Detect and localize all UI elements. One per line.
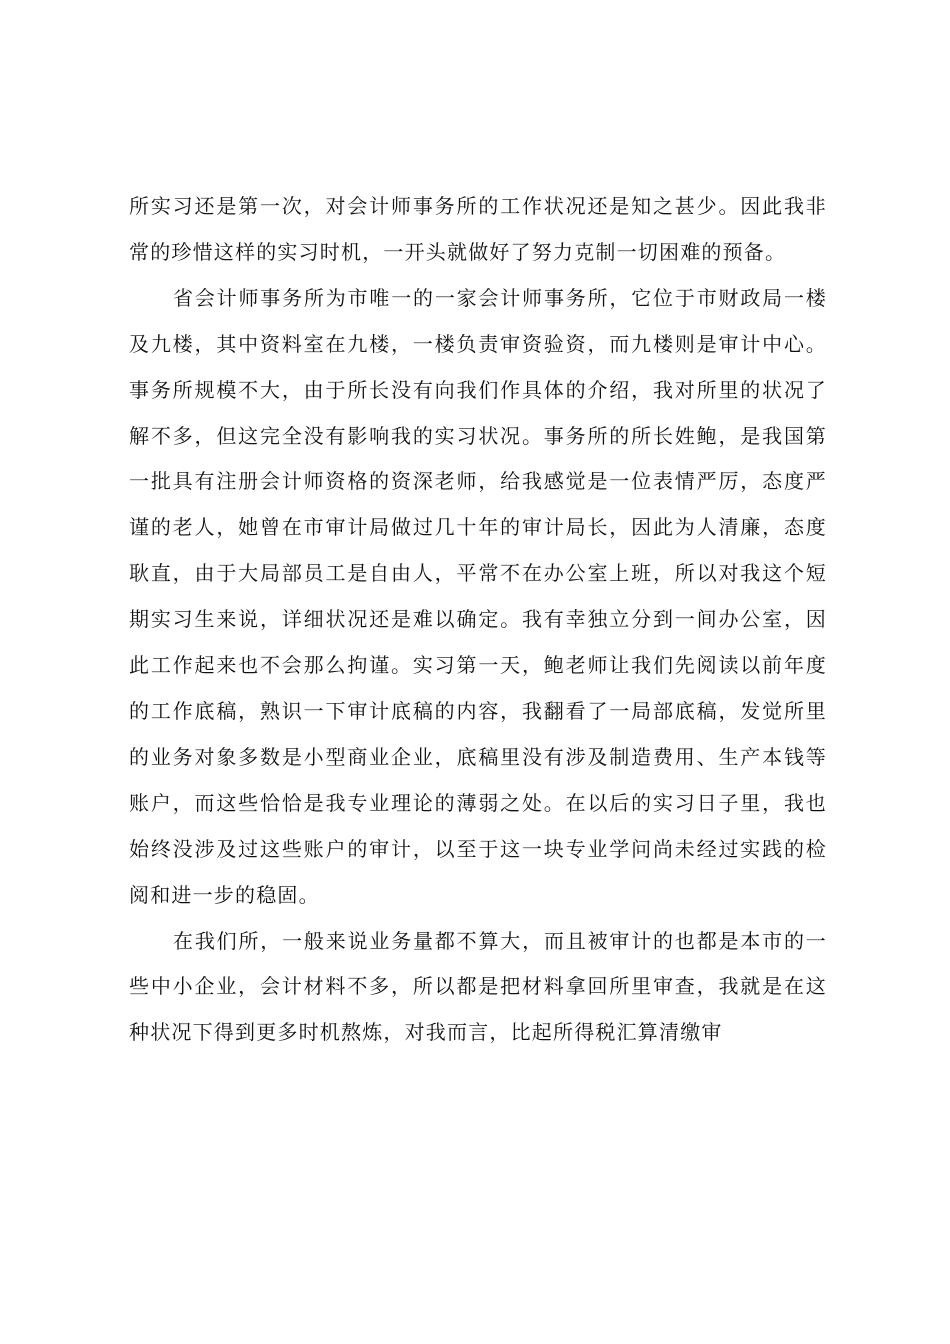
document-body [129, 184, 827, 1056]
paragraph-3: 在我们所，一般来说业务量都不算大，而且被审计的也都是本市的一些中小企业，会计材料不多，所以都是把材料拿回所里审查，我就是在这种状况下得到更多时机熬炼，对我而言，比起所得税汇算清缴审 [129, 928, 827, 1045]
paragraph-2: 省会计师事务所为市唯一的一家会计师事务所，它位于市财政局一楼及九楼，其中资料室在九楼，一楼负责审资验资，而九楼则是审计中心。事务所规模不大，由于所长没有向我们作具体的介绍，我对所里的状况了解不多，但这完全没有影响我的实习状况。事务所的所长姓鲍，是我国第一批具有注册会计师资格的资深老师，给我感觉是一位表情严厉，态度严谨的老人，她曾在市审计局做过几十年的审计局长，因此为人清廉，态度耿直，由于大局部员工是自由人，平常不在办公室上班，所以对我这个短期实习生来说，详细状况还是难以确定。我有幸独立分到一间办公室，因此工作起来也不会那么拘谨。实习第一天，鲍老师让我们先阅读以前年度的工作底稿，熟识一下审计底稿的内容，我翻看了一局部底稿，发觉所里的业务对象多数是小型商业企业，底稿里没有涉及制造费用、生产本钱等账户，而这些恰恰是我专业理论的薄弱之处。在以后的实习日子里，我也始终没涉及过这些账户的审计，以至于这一块专业学问尚未经过实践的检阅和进一步的稳固。 [129, 285, 827, 907]
paragraph-1: 所实习还是第一次，对会计师事务所的工作状况还是知之甚少。因此我非常的珍惜这样的实习时机，一开头就做好了努力克制一切困难的预备。 [129, 194, 827, 264]
